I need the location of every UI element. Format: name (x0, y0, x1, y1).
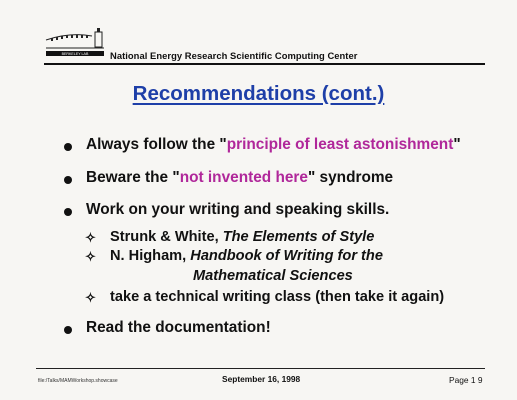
diamond-bullet-icon: ✧ (85, 230, 96, 245)
page-number: Page 1 9 (449, 375, 483, 385)
bullet-dot (64, 176, 72, 184)
bullet-text: Beware the " (86, 169, 180, 186)
diamond-bullet-icon: ✧ (85, 249, 96, 264)
book-title: The Elements of Style (222, 229, 375, 245)
highlighted-phrase: not invented here (179, 169, 308, 186)
book-title-continuation: Mathematical Sciences (193, 268, 353, 284)
bullet-dot (64, 326, 72, 334)
highlighted-phrase: principle of least astonishment (226, 136, 454, 153)
berkeley-lab-logo (44, 24, 108, 62)
sub-bullet-text: N. Higham, (110, 248, 191, 264)
logo-text: BERKELEY LAB (61, 52, 89, 56)
sub-bullet-strunk-white (110, 229, 374, 245)
bullet-dot (64, 143, 72, 151)
organization-name: National Energy Research Scientific Computing Center (110, 50, 358, 61)
bullet-not-invented-here (86, 169, 393, 187)
sub-bullet-text: Strunk & White, (110, 229, 223, 245)
footer-divider (36, 368, 485, 369)
footer-date: September 16, 1998 (222, 374, 301, 384)
bullet-read-documentation: Read the documentation! (86, 319, 271, 336)
bullet-least-astonishment (86, 136, 461, 154)
sub-bullet-writing-class: take a technical writing class (then take it again) (110, 289, 445, 305)
footer-file-path: file:/Talks/MAMWorkshop.showcase (38, 378, 118, 384)
bullet-writing-skills: Work on your writing and speaking skills. (86, 201, 390, 218)
diamond-bullet-icon: ✧ (85, 290, 96, 305)
bullet-text: " (453, 136, 461, 153)
header-divider (44, 63, 485, 65)
sub-bullet-higham (110, 248, 383, 264)
book-title: Handbook of Writing for the (190, 248, 383, 264)
bullet-text: " syndrome (307, 169, 394, 186)
bullet-dot (64, 208, 72, 216)
slide-title: Recommendations (cont.) (132, 82, 385, 105)
bullet-text: Always follow the " (86, 136, 227, 153)
